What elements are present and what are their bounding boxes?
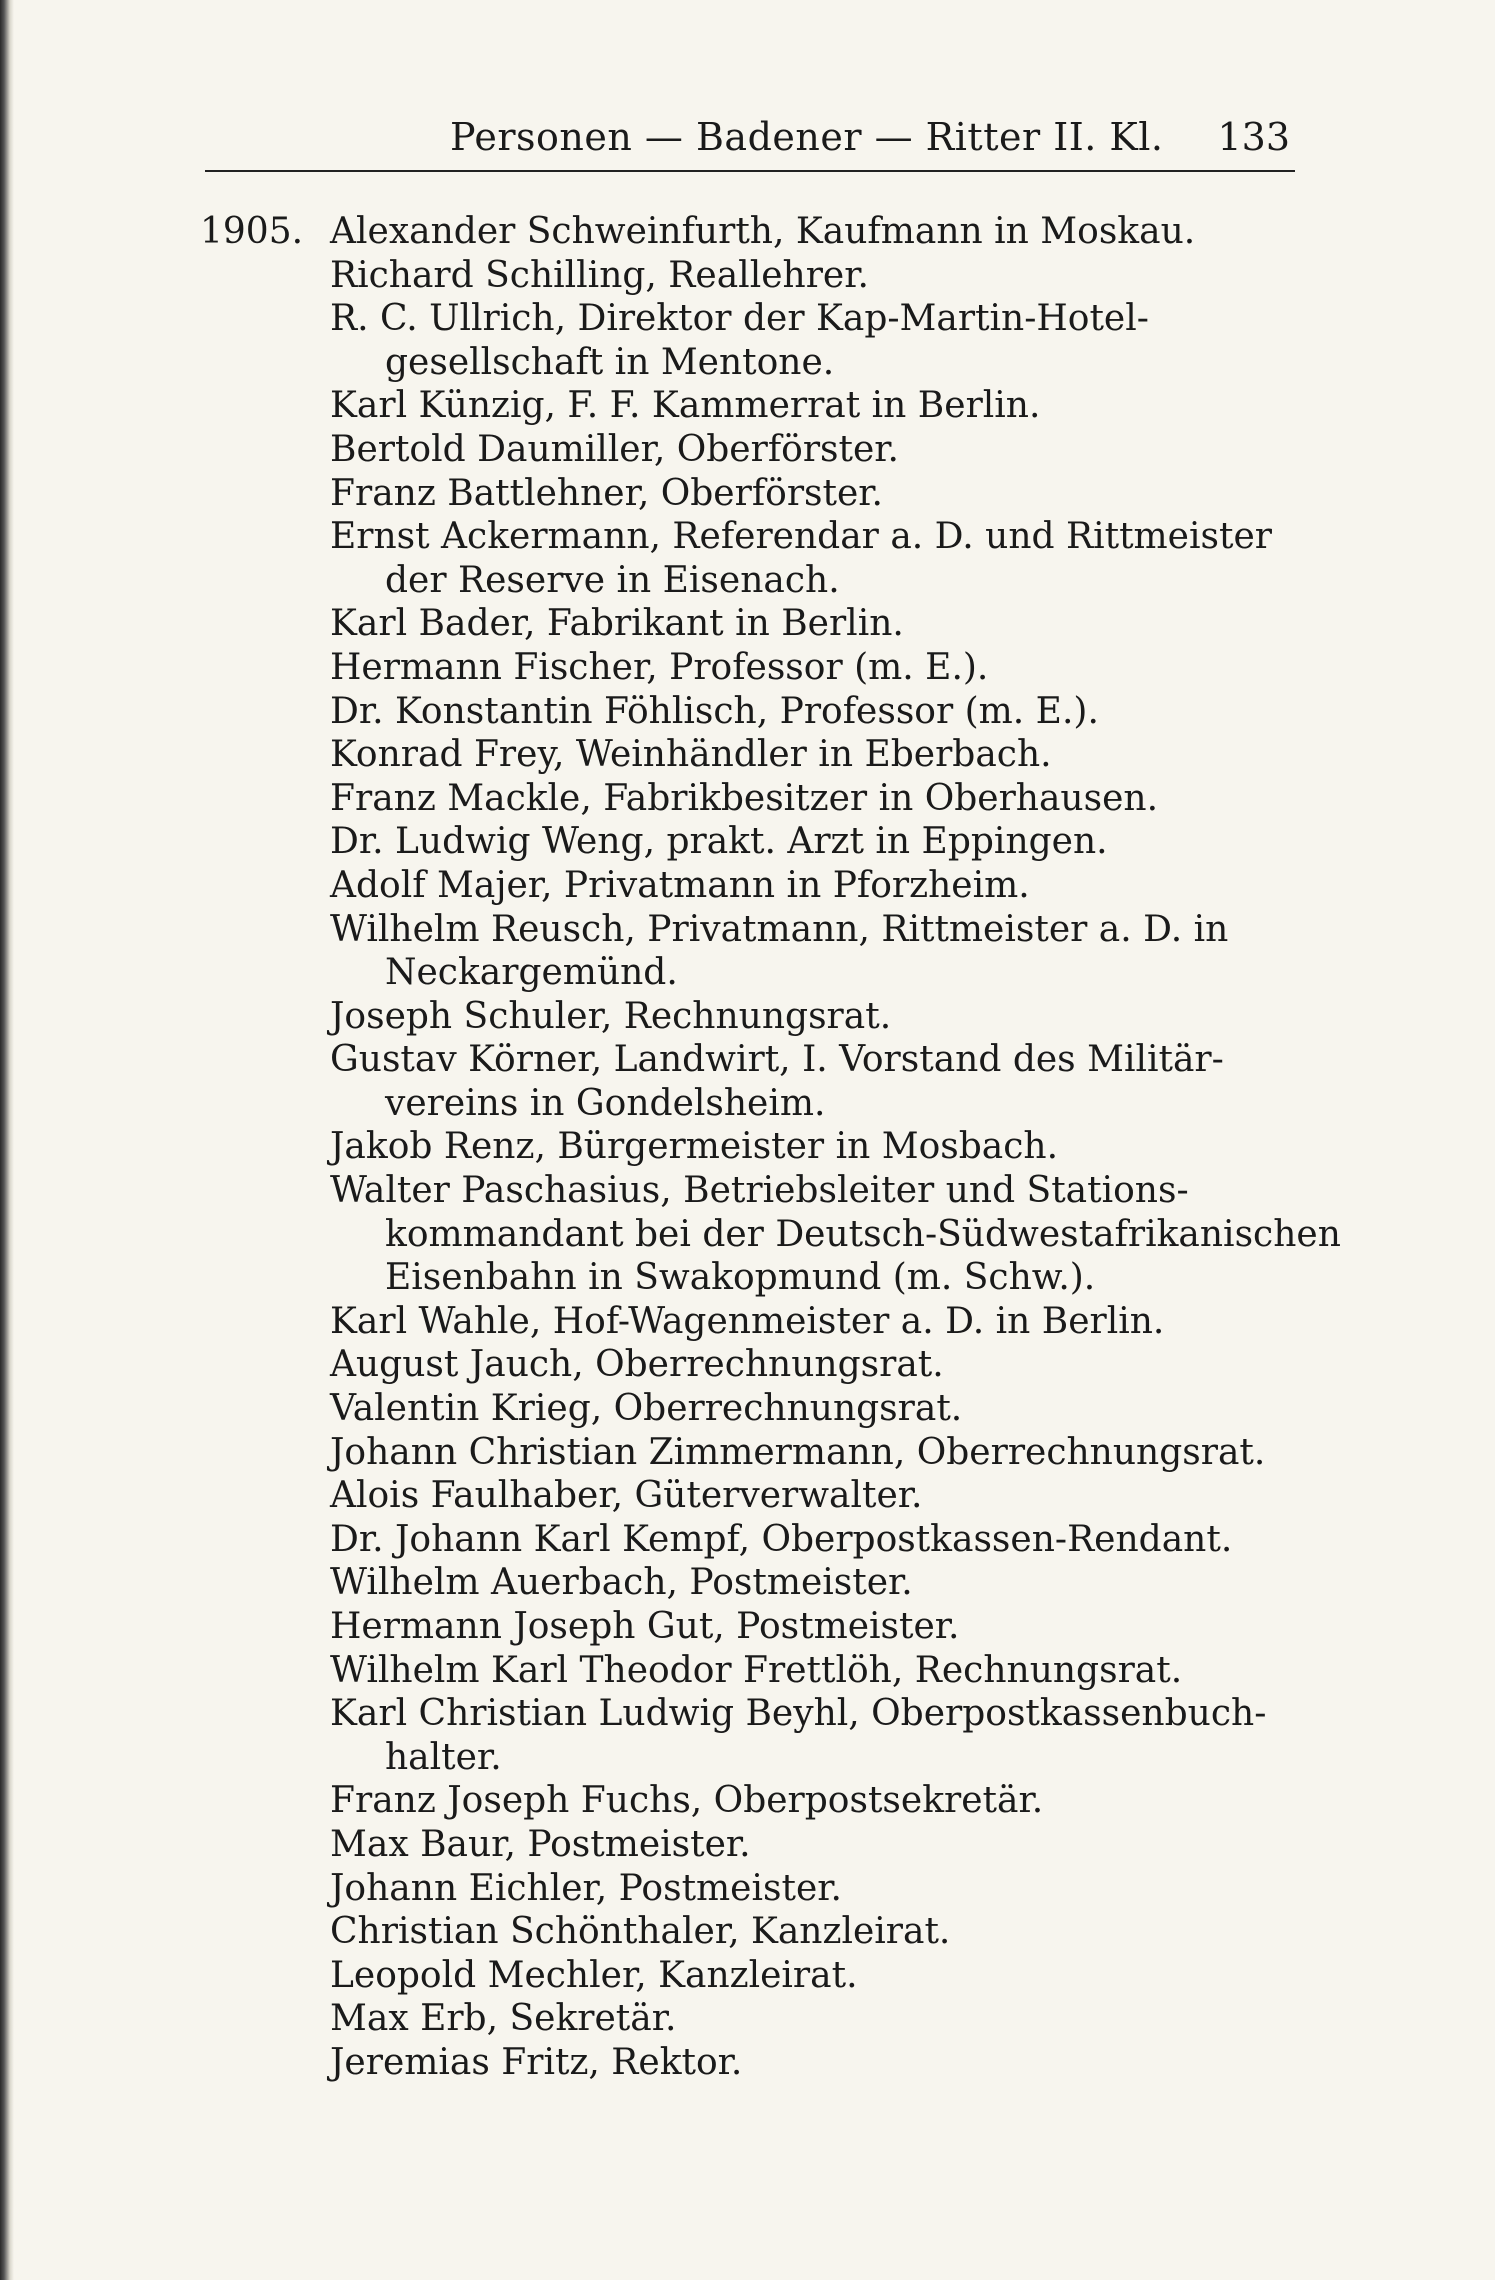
entry-line <box>330 1561 1300 1605</box>
list-item <box>200 472 1300 516</box>
person-description: , Hof-Wagenmeister a. D. in Berlin. <box>529 1300 1165 1342</box>
list-item <box>200 1431 1300 1475</box>
list-item <box>200 1823 1300 1867</box>
person-description: , Weinhändler in Eberbach. <box>553 734 1052 776</box>
list-item <box>200 1125 1300 1169</box>
person-description: , Güterverwalter. <box>611 1475 923 1517</box>
list-item <box>200 777 1300 821</box>
person-name: Franz Mackle <box>330 777 581 819</box>
entry-list <box>200 210 1341 2085</box>
person-description: , Kanzleirat. <box>635 1954 858 1996</box>
list-item <box>200 1649 1300 1693</box>
person-description: , Kanzleirat. <box>728 1911 951 1953</box>
person-description: , Privatmann, Rittmeister a. D. in <box>624 908 1229 950</box>
person-description: , Oberrechnungsrat. <box>572 1344 944 1386</box>
person-description: , Oberpostkassen-Rendant. <box>738 1518 1233 1560</box>
entry-line <box>330 690 1300 734</box>
entry-line <box>330 1605 1300 1649</box>
person-description: , Betriebsleiter und Stations- <box>660 1170 1189 1212</box>
person-name: Valentin Krieg <box>330 1388 591 1430</box>
entry-line <box>330 733 1300 777</box>
list-item <box>200 733 1300 777</box>
person-description: , prakt. Arzt in Eppingen. <box>643 821 1108 863</box>
list-item <box>200 1954 1300 1998</box>
person-description: , Rechnungsrat. <box>891 1649 1183 1691</box>
person-description: , Privatmann in Pforzheim. <box>541 864 1030 906</box>
person-name: Dr. Konstantin Föhlisch <box>330 690 757 732</box>
entry-continuation: der Reserve in Eisenach. <box>385 559 840 601</box>
entry-line <box>330 1387 1300 1431</box>
list-item <box>200 428 1300 472</box>
person-name: Richard Schilling <box>330 254 646 296</box>
list-item <box>200 908 1300 995</box>
person-description: , Oberförster. <box>637 472 883 514</box>
person-name: Jeremias Fritz <box>330 2041 589 2083</box>
page-number: 133 <box>1217 115 1290 159</box>
person-name: Karl Wahle <box>330 1300 530 1342</box>
entry-line <box>330 1518 1300 1562</box>
entry-continuation: Eisenbahn in Swakopmund (m. Schw.). <box>385 1257 1096 1299</box>
entry-line <box>330 602 1300 646</box>
entry-continuation: kommandant bei der Deutsch-Südwestafrikanischen <box>385 1213 1341 1255</box>
entry-line <box>330 1649 1300 1693</box>
entry-line <box>330 384 1300 428</box>
person-description: , Kaufmann in Moskau. <box>772 211 1196 252</box>
entry-line <box>330 1867 1300 1911</box>
list-item <box>200 864 1300 908</box>
person-name: Hermann Fischer <box>330 646 647 688</box>
person-description: , Landwirt, I. Vorstand des Militär- <box>590 1039 1224 1081</box>
entry-line <box>330 1823 1300 1867</box>
list-item <box>200 1867 1300 1911</box>
person-description: , Oberförster. <box>653 428 899 470</box>
list-item <box>200 1779 1300 1823</box>
person-description: , Bürgermeister in Mosbach. <box>534 1126 1059 1168</box>
list-item <box>200 1169 1341 1300</box>
list-item <box>200 690 1300 734</box>
entry-line <box>330 2041 1300 2085</box>
entry-line <box>330 646 1300 690</box>
entry-line <box>330 995 1300 1039</box>
page-binding-edge <box>0 0 14 2280</box>
entry-continuation: gesellschaft in Mentone. <box>385 341 835 383</box>
person-description: , F. F. Kammerrat in Berlin. <box>544 385 1041 427</box>
person-description: , Oberpostsekretär. <box>690 1780 1044 1822</box>
person-description: , Fabrikbesitzer in Oberhausen. <box>580 777 1159 819</box>
list-item <box>200 1038 1300 1125</box>
entry-line <box>330 864 1300 908</box>
entry-line <box>330 472 1300 516</box>
person-description: , Postmeister. <box>504 1823 751 1865</box>
person-name: Wilhelm Auerbach <box>330 1562 667 1604</box>
person-name: August Jauch <box>330 1344 573 1386</box>
person-name: Ernst Ackermann <box>330 516 650 558</box>
entry-line <box>330 254 1300 298</box>
person-name: Max Baur <box>330 1823 505 1865</box>
person-description: , Sekretär. <box>486 1998 677 2040</box>
entry-line <box>330 1038 1300 1082</box>
entry-continuation: Neckargemünd. <box>385 952 678 994</box>
entry-line <box>330 908 1300 952</box>
person-name: Walter Paschasius <box>330 1170 661 1212</box>
person-name: Wilhelm Reusch <box>330 908 625 950</box>
list-item <box>200 602 1300 646</box>
list-item <box>200 1474 1300 1518</box>
person-description: , Rechnungsrat. <box>600 995 892 1037</box>
person-description: , Direktor der Kap-Martin-Hotel- <box>554 298 1149 340</box>
person-name: Johann Christian Zimmermann <box>330 1431 894 1473</box>
entry-line <box>330 1692 1300 1736</box>
person-name: Jakob Renz <box>330 1126 535 1168</box>
entry-line <box>330 1474 1300 1518</box>
list-item <box>200 1910 1300 1954</box>
person-name: Konrad Frey <box>330 734 553 776</box>
person-description: , Oberrechnungsrat. <box>893 1431 1266 1473</box>
person-name: Leopold Mechler <box>330 1954 636 1996</box>
entry-line <box>330 1125 1300 1169</box>
entry-line <box>330 777 1300 821</box>
list-item <box>200 1605 1300 1649</box>
person-description: , Postmeister. <box>713 1606 960 1647</box>
person-description: , Fabrikant in Berlin. <box>524 603 904 645</box>
list-item <box>200 254 1300 298</box>
header-rule <box>205 170 1295 172</box>
list-item <box>200 2041 1300 2085</box>
list-item <box>200 1343 1300 1387</box>
person-name: R. C. Ullrich <box>330 298 555 340</box>
person-name: Gustav Körner <box>330 1039 591 1081</box>
person-name: Joseph Schuler <box>330 995 601 1037</box>
list-item <box>200 646 1300 690</box>
person-description: , Postmeister. <box>666 1562 913 1604</box>
person-description: , Professor (m. E.). <box>756 690 1099 732</box>
entry-line <box>330 1343 1300 1387</box>
person-name: Adolf Majer <box>330 864 542 906</box>
entry-line <box>330 1910 1300 1954</box>
list-item <box>200 1300 1300 1344</box>
person-name: Karl Bader <box>330 603 525 645</box>
person-description: , Oberpostkassenbuch- <box>848 1693 1267 1735</box>
list-item <box>200 1387 1300 1431</box>
person-name: Wilhelm Karl Theodor Frettlöh <box>330 1649 892 1691</box>
person-name: Alois Faulhaber <box>330 1475 612 1517</box>
entry-continuation: halter. <box>385 1736 502 1778</box>
person-name: Franz Joseph Fuchs <box>330 1780 691 1822</box>
list-item <box>200 820 1300 864</box>
person-description: , Referendar a. D. und Rittmeister <box>649 516 1272 558</box>
person-name: Dr. Ludwig Weng <box>330 821 644 863</box>
page-header <box>330 112 1290 162</box>
entry-line <box>330 820 1300 864</box>
list-item <box>200 1561 1300 1605</box>
person-name: Karl Christian Ludwig Beyhl <box>330 1693 849 1735</box>
list-item <box>200 210 1300 254</box>
entry-line <box>330 1997 1300 2041</box>
person-name: Bertold Daumiller <box>330 428 654 470</box>
list-item <box>200 384 1300 428</box>
list-item <box>200 1692 1300 1779</box>
entry-line <box>330 1431 1300 1475</box>
person-name: Dr. Johann Karl Kempf <box>330 1518 739 1560</box>
person-name: Karl Künzig <box>330 385 545 427</box>
entry-line <box>330 1954 1300 1998</box>
entry-line <box>330 515 1300 559</box>
person-description: , Professor (m. E.). <box>646 646 989 688</box>
person-description: , Reallehrer. <box>645 254 869 296</box>
list-item <box>200 515 1300 602</box>
entry-line <box>330 428 1300 472</box>
person-name: Alexander Schweinfurth <box>330 211 773 252</box>
list-item <box>200 1997 1300 2041</box>
person-name: Max Erb <box>330 1998 487 2040</box>
year-label: 1905. <box>200 211 304 252</box>
list-item <box>200 297 1300 384</box>
person-description: , Postmeister. <box>595 1867 842 1909</box>
person-description: , Oberrechnungsrat. <box>590 1388 963 1430</box>
entry-continuation: vereins in Gondelsheim. <box>385 1082 826 1124</box>
list-item <box>200 995 1300 1039</box>
entry-line <box>330 1300 1300 1344</box>
entry-line <box>330 1779 1300 1823</box>
person-name: Franz Battlehner <box>330 472 638 514</box>
entry-line <box>330 210 1300 254</box>
person-name: Hermann Joseph Gut <box>330 1606 714 1647</box>
entry-line <box>330 297 1300 341</box>
list-item <box>200 1518 1300 1562</box>
person-name: Christian Schönthaler <box>330 1911 729 1953</box>
person-name: Johann Eichler <box>330 1867 596 1909</box>
person-description: , Rektor. <box>588 2041 743 2083</box>
entry-line <box>330 1169 1300 1213</box>
running-head: Personen — Badener — Ritter II. Kl. <box>450 115 1164 159</box>
